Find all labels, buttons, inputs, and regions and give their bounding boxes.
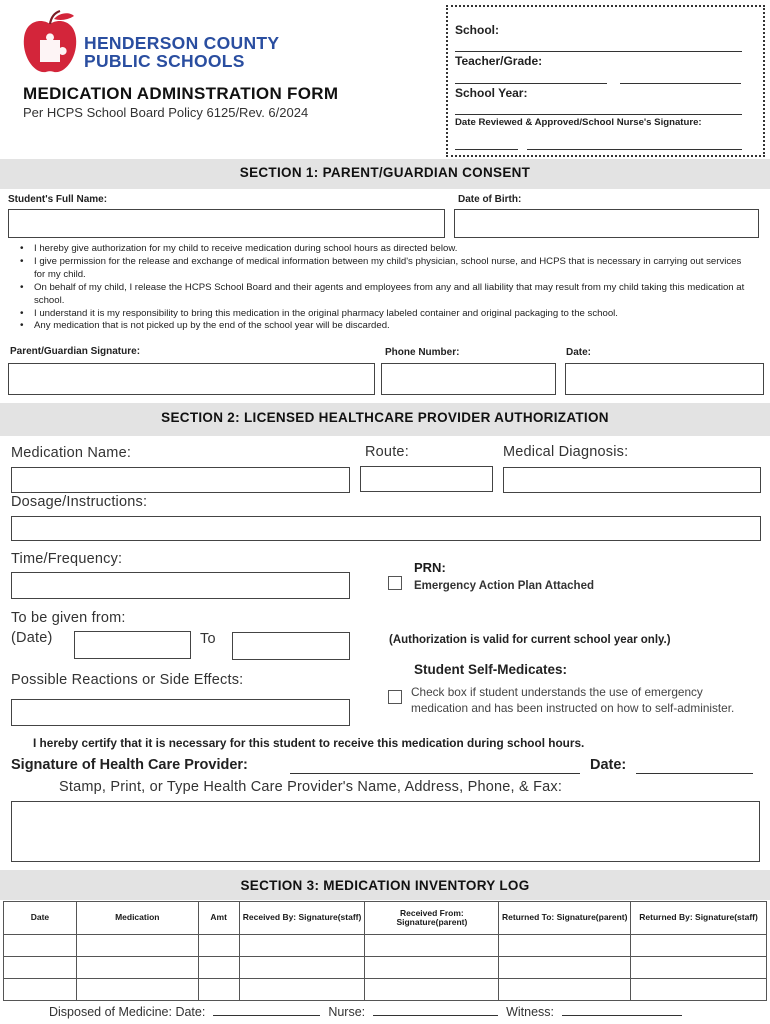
provider-date-label: Date:	[590, 757, 627, 773]
provider-stamp-field[interactable]	[11, 801, 760, 862]
diagnosis-label: Medical Diagnosis:	[503, 444, 629, 460]
start-date-field[interactable]	[74, 631, 191, 659]
diagnosis-field[interactable]	[503, 467, 761, 493]
stamp-label: Stamp, Print, or Type Health Care Provider's Name, Address, Phone, & Fax:	[59, 779, 563, 795]
disposed-date-field[interactable]	[213, 1015, 320, 1016]
table-cell[interactable]	[4, 957, 77, 979]
medication-name-field[interactable]	[11, 467, 350, 493]
phone-label: Phone Number:	[385, 347, 460, 358]
provider-signature-label: Signature of Health Care Provider:	[11, 757, 248, 773]
student-name-label: Student's Full Name:	[8, 194, 108, 205]
emergency-plan-label: Emergency Action Plan Attached	[414, 580, 594, 592]
grade-line[interactable]	[620, 83, 741, 84]
provider-date-line[interactable]	[636, 773, 753, 774]
emergency-plan-checkbox[interactable]	[388, 576, 402, 590]
dob-field[interactable]	[454, 209, 759, 238]
table-cell[interactable]	[239, 979, 365, 1001]
dosage-label: Dosage/Instructions:	[11, 494, 148, 510]
consent-bullets	[12, 243, 747, 333]
teacher-grade-label: Teacher/Grade:	[455, 54, 543, 68]
time-frequency-label: Time/Frequency:	[11, 551, 123, 567]
col-date: Date	[4, 902, 77, 935]
org-name-line2: PUBLIC SCHOOLS	[84, 51, 245, 71]
table-cell[interactable]	[499, 935, 631, 957]
parent-signature-field[interactable]	[8, 363, 375, 395]
table-cell[interactable]	[198, 979, 239, 1001]
prn-label: PRN:	[414, 560, 446, 575]
disposed-date-label: Disposed of Medicine: Date:	[49, 1005, 206, 1019]
date-paren-label: (Date)	[11, 630, 53, 646]
phone-field[interactable]	[381, 363, 556, 395]
teacher-line[interactable]	[455, 83, 607, 84]
dosage-field[interactable]	[11, 516, 761, 541]
table-cell[interactable]	[499, 979, 631, 1001]
dob-label: Date of Birth:	[458, 194, 522, 205]
reactions-field[interactable]	[11, 699, 350, 726]
col-amt: Amt	[198, 902, 239, 935]
self-medicates-text: Check box if student understands the use of emergency medication and has been instructed on how to self-administer.	[411, 685, 735, 716]
table-cell[interactable]	[365, 935, 499, 957]
table-cell[interactable]	[499, 957, 631, 979]
route-field[interactable]	[360, 466, 493, 492]
authorization-note: (Authorization is valid for current school year only.)	[389, 634, 671, 646]
table-row	[4, 935, 767, 957]
reviewed-date-line[interactable]	[455, 149, 518, 150]
end-date-field[interactable]	[232, 632, 350, 660]
form-title: MEDICATION ADMINSTRATION FORM	[23, 84, 339, 103]
table-cell[interactable]	[198, 935, 239, 957]
given-from-label: To be given from:	[11, 610, 126, 626]
apple-puzzle-logo-icon	[20, 8, 80, 76]
table-cell[interactable]	[4, 979, 77, 1001]
school-line[interactable]	[455, 51, 742, 52]
table-row	[4, 957, 767, 979]
inventory-header-row	[4, 902, 767, 935]
table-cell[interactable]	[76, 979, 198, 1001]
table-cell[interactable]	[76, 957, 198, 979]
table-row	[4, 979, 767, 1001]
section1-title: SECTION 1: PARENT/GUARDIAN CONSENT	[239, 165, 531, 180]
disposed-nurse-label: Nurse:	[328, 1005, 366, 1019]
route-label: Route:	[365, 444, 409, 460]
consent-bullet: • On behalf of my child, I release the HCPS School Board and their agents and employees from any and all liability that may result from my child taking this medication at school.	[12, 282, 747, 308]
reviewed-label: Date Reviewed & Approved/School Nurse's Signature:	[455, 117, 702, 128]
school-year-label: School Year:	[455, 86, 528, 100]
hcps-logo	[20, 8, 80, 76]
consent-bullet: • I hereby give authorization for my child to receive medication during school hours as directed below.	[12, 243, 747, 256]
nurse-signature-line[interactable]	[527, 149, 742, 150]
table-cell[interactable]	[4, 935, 77, 957]
consent-bullet: • I give permission for the release and exchange of medical information between my child's physician, school nurse, and HCPS that is necessary in carrying out services for my child.	[12, 256, 747, 282]
student-name-field[interactable]	[8, 209, 445, 238]
time-frequency-field[interactable]	[11, 572, 350, 599]
consent-bullet: • Any medication that is not picked up by the end of the school year will be discarded.	[12, 320, 747, 333]
disposed-witness-label: Witness:	[506, 1005, 555, 1019]
medication-name-label: Medication Name:	[11, 445, 132, 461]
table-cell[interactable]	[76, 935, 198, 957]
section3-title: SECTION 3: MEDICATION INVENTORY LOG	[240, 878, 530, 893]
disposed-line	[49, 1005, 682, 1019]
table-cell[interactable]	[631, 957, 767, 979]
col-returned-by: Returned By: Signature(staff)	[631, 902, 767, 935]
col-returned-to: Returned To: Signature(parent)	[499, 902, 631, 935]
parent-date-field[interactable]	[565, 363, 764, 395]
disposed-nurse-field[interactable]	[373, 1015, 498, 1016]
org-name-line1: HENDERSON COUNTY	[84, 33, 280, 53]
parent-date-label: Date:	[566, 347, 592, 358]
school-year-line[interactable]	[455, 114, 742, 115]
table-cell[interactable]	[631, 935, 767, 957]
table-cell[interactable]	[198, 957, 239, 979]
consent-bullet: • I understand it is my responsibility to bring this medication in the original pharmacy labeled container and original packaging to the school.	[12, 308, 747, 321]
provider-signature-line[interactable]	[290, 773, 580, 774]
col-received-by: Received By: Signature(staff)	[239, 902, 365, 935]
self-medicates-checkbox[interactable]	[388, 690, 402, 704]
disposed-witness-field[interactable]	[562, 1015, 682, 1016]
policy-line: Per HCPS School Board Policy 6125/Rev. 6/2024	[23, 105, 309, 120]
to-label: To	[200, 631, 216, 647]
section2-title: SECTION 2: LICENSED HEALTHCARE PROVIDER AUTHORIZATION	[161, 410, 609, 425]
self-medicates-title: Student Self-Medicates:	[414, 662, 568, 677]
reactions-label: Possible Reactions or Side Effects:	[11, 672, 244, 688]
col-received-from: Received From: Signature(parent)	[365, 902, 499, 935]
table-cell[interactable]	[239, 935, 365, 957]
inventory-table	[3, 901, 767, 1001]
table-cell[interactable]	[631, 979, 767, 1001]
table-cell[interactable]	[239, 957, 365, 979]
col-medication: Medication	[76, 902, 198, 935]
table-cell[interactable]	[365, 957, 499, 979]
certify-text: I hereby certify that it is necessary for this student to receive this medication during school hours.	[33, 736, 585, 750]
table-cell[interactable]	[365, 979, 499, 1001]
school-label: School:	[455, 23, 499, 37]
parent-signature-label: Parent/Guardian Signature:	[10, 346, 141, 357]
